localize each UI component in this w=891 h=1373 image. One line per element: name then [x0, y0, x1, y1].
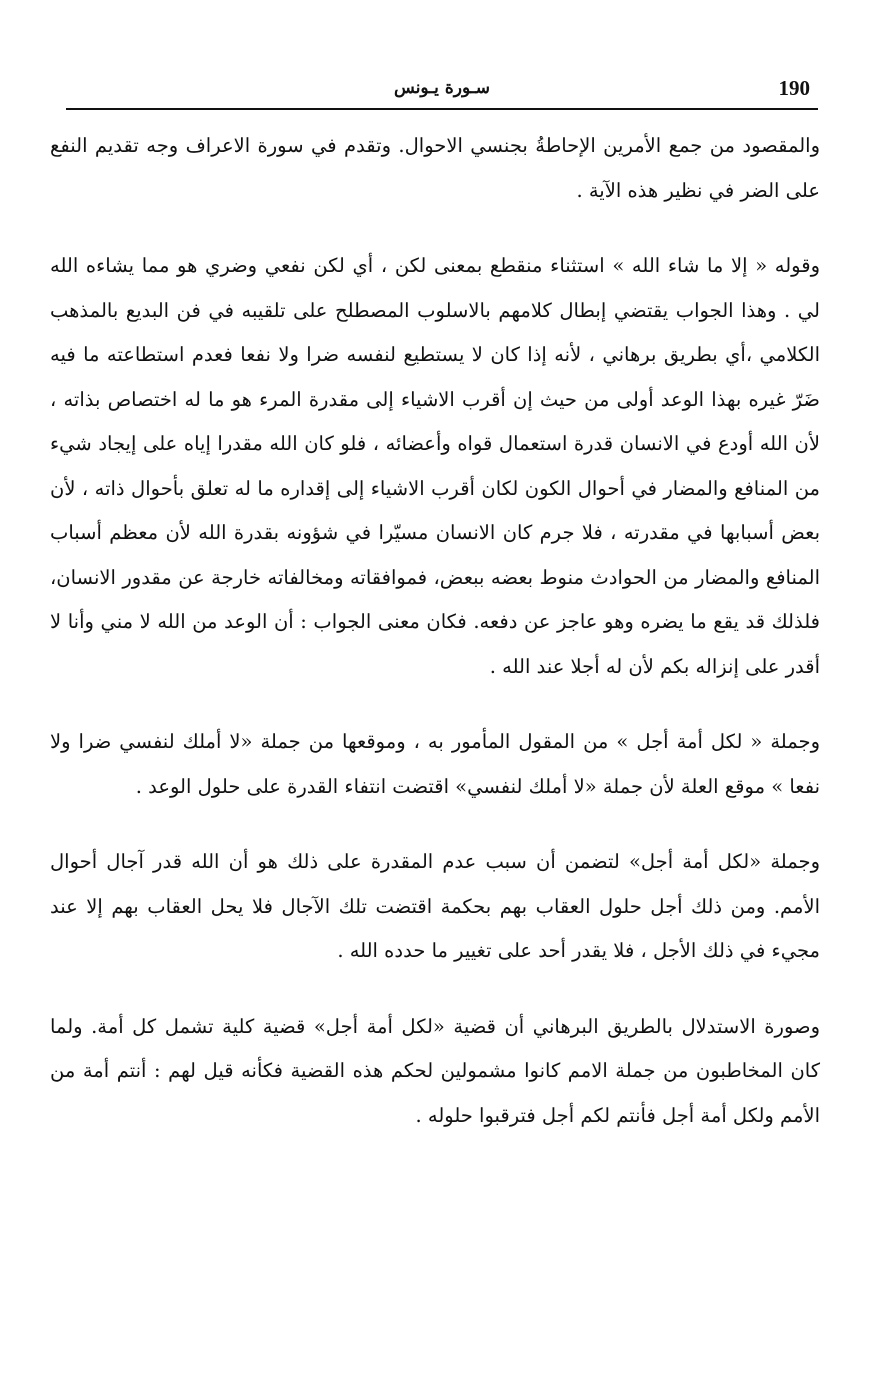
page-body — [50, 124, 820, 1138]
paragraph: والمقصود من جمع الأمرين الإحاطةُ بجنسي الاحوال. وتقدم في سورة الاعراف وجه تقديم النفع على الضر في نظير هذه الآية . — [50, 134, 820, 202]
paragraph-gap — [50, 213, 820, 244]
page-header — [66, 70, 818, 108]
paragraph-gap — [50, 689, 820, 720]
paragraph-gap — [50, 809, 820, 840]
surah-title: سـورة يـونس — [394, 78, 490, 98]
paragraph-gap — [50, 974, 820, 1005]
page-number: 190 — [778, 76, 810, 100]
paragraph: وصورة الاستدلال بالطريق البرهاني أن قضية «لكل أمة أجل» قضية كلية تشمل كل أمة. ولما كان المخاطبون من جملة الامم كانوا مشمولين لحكم هذه القضية فكأنه قيل لهم : أنتم أمة من الأمم ولكل أمة أجل فأنتم لكم أجل فترقبوا حلوله . — [50, 1014, 820, 1127]
header-divider — [66, 108, 818, 110]
paragraph: وقوله « إلا ما شاء الله » استثناء منقطع بمعنى لكن ، أي لكن نفعي وضري هو مما يشاءه الله لي . وهذا الجواب يقتضي إبطال كلامهم بالاسلوب المصطلح على تلقيبه في فن البديع بالمذهب الكلامي ،أي بطريق برهاني ، لأنه إذا كان لا يستطيع لنفسه ضرا ولا نفعا فعدم استطاعته ما فيه ضَرّ غيره بهذا الوعد أولى من حيث إن أقرب الاشياء إلى مقدرة المرء هو ما له اختصاص بذاته ، لأن الله أودع في الانسان قدرة استعمال قواه وأعضائه ، فلو كان الله مقدرا إياه على إيجاد شيء من المنافع والمضار في أحوال الكون لكان أقرب الاشياء إلى إقداره ما له تعلق بأحوال ذاته ، لأن بعض أسبابها في مقدرته ، فلا جرم كان الانسان مسيّرا في شؤونه بقدرة الله لأن معظم أسباب المنافع والمضار من الحوادث منوط بعضه ببعض، فموافقاته ومخالفاته خارجة عن مقدور الانسان، فلذلك قد يقع ما يضره وهو عاجز عن دفعه. فكان معنى الجواب : أن الوعد من الله لا مني وأنا لا أقدر على إنزاله بكم لأن له أجلا عند الله . — [50, 254, 821, 678]
paragraph: وجملة « لكل أمة أجل » من المقول المأمور به ، وموقعها من جملة «لا أملك لنفسي ضرا ولا نفعا » موقع العلة لأن جملة «لا أملك لنفسي» اقتضت انتفاء القدرة على حلول الوعد . — [50, 730, 820, 798]
paragraph: وجملة «لكل أمة أجل» لتضمن أن سبب عدم المقدرة على ذلك هو أن الله قدر آجال أحوال الأمم. ومن ذلك أجل حلول العقاب بهم بحكمة اقتضت تلك الآجال فلا يحل العقاب بهم إلا عند مجيء في ذلك الأجل ، فلا يقدر أحد على تغيير ما حدده الله . — [50, 850, 820, 962]
